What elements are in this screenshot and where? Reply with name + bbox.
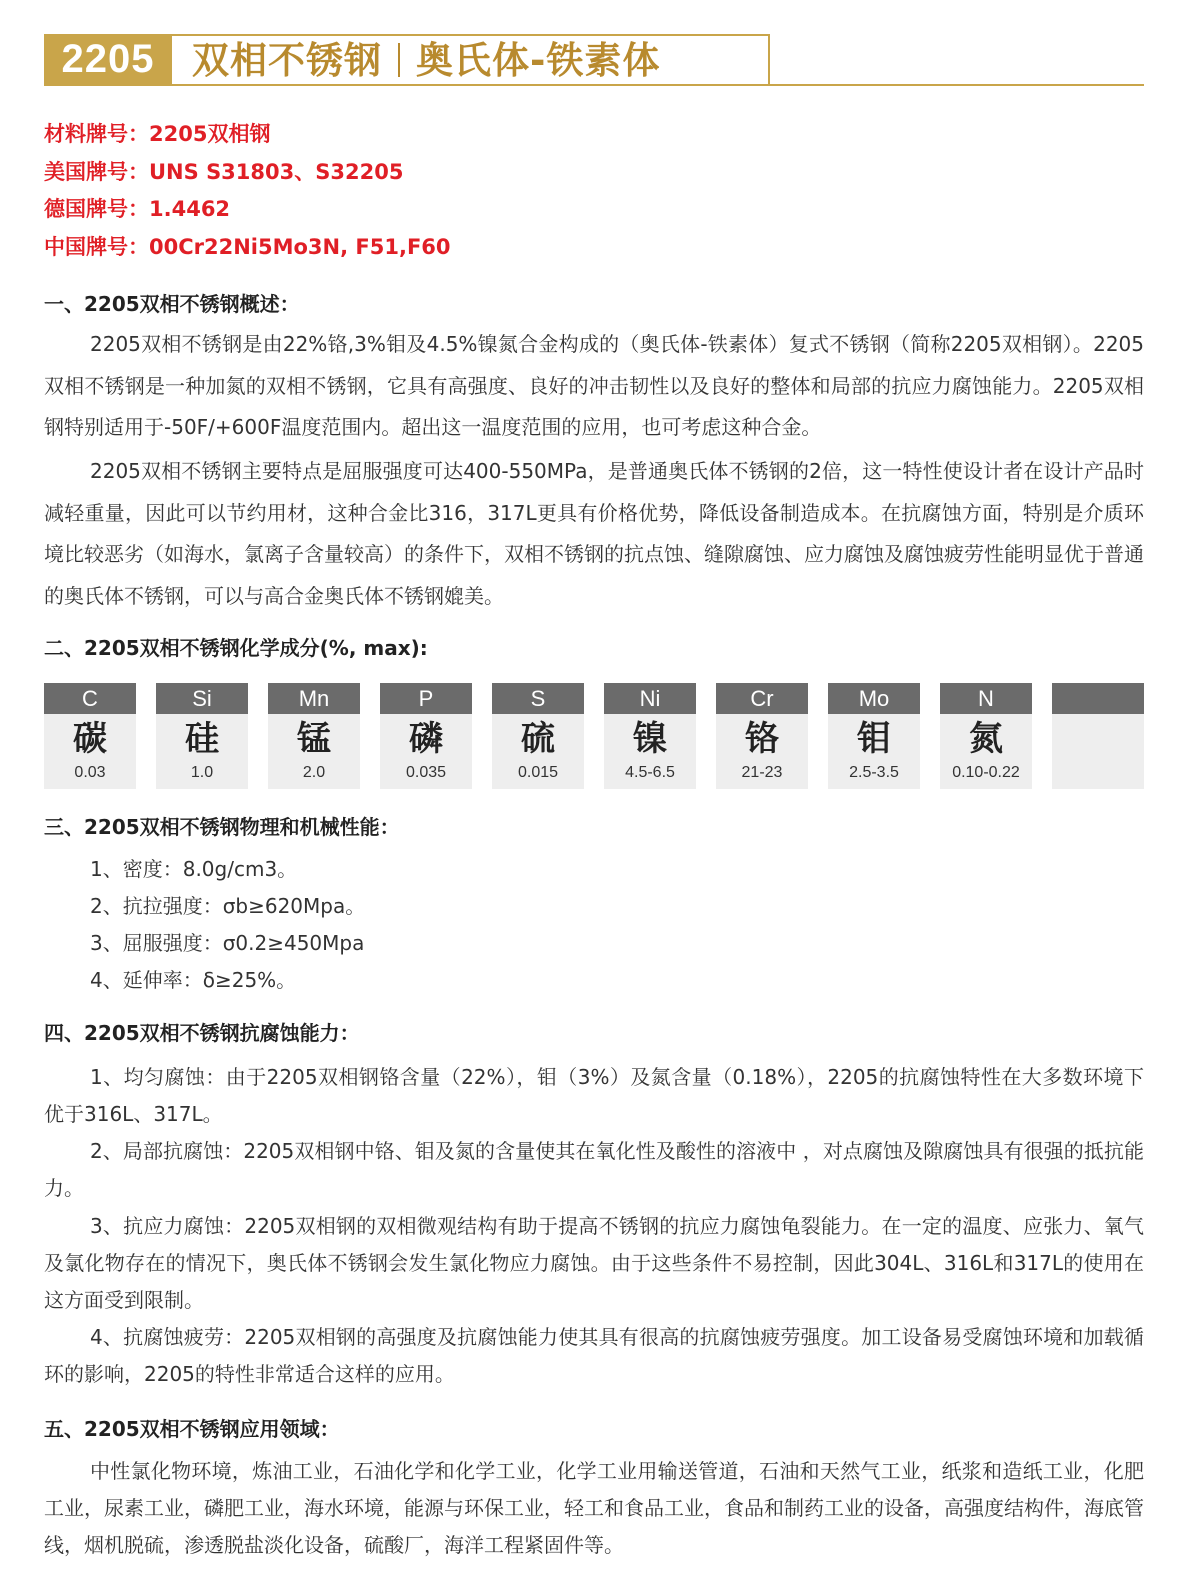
grade-list [44,116,1144,266]
element-cell-n [940,683,1032,789]
header-rule [44,84,1144,86]
element-cell-p [380,683,472,789]
page-header [44,34,1144,88]
element-value: 4.5-6.5 [625,764,675,781]
title-part-2: 奥氏体-铁素体 [416,39,661,82]
property-elongation: 4、延伸率：δ≥25%。 [90,968,297,992]
grade-de: 德国牌号：1.4462 [44,197,231,221]
section-4-heading: 四、2205双相不锈钢抗腐蚀能力： [44,1021,360,1045]
section-1-paragraph-1: 2205双相不锈钢是由22%铬,3%钼及4.5%镍氮合金构成的（奥氏体-铁素体）复式不锈钢（简称2205双相钢）。2205双相不锈钢是一种加氮的双相不锈钢，它具有高强度、良好的冲击韧性以及良好的整体和局部的抗应力腐蚀能力。2205双相钢特别适用于-50F/+600F温度范围内。超出这一温度范围的应用，也可考虑这种合金。 [44,332,1144,439]
corrosion-uniform: 1、均匀腐蚀：由于2205双相钢铬含量（22%），钼（3%）及氮含量（0.18%），2205的抗腐蚀特性在大多数环境下优于316L、317L。 [44,1065,1144,1126]
element-name: 硫 [521,719,555,759]
page-title [192,38,660,84]
element-value: 0.015 [517,764,559,781]
grade-material: 材料牌号：2205双相钢 [44,122,271,146]
element-value: 1.0 [190,764,214,781]
element-symbol-empty [1052,683,1144,714]
element-cell-mn [268,683,360,789]
corrosion-local: 2、局部抗腐蚀：2205双相钢中铬、钼及氮的含量使其在氧化性及酸性的溶液中 ，对点腐蚀及隙腐蚀具有很强的抵抗能力。 [44,1139,1144,1200]
element-symbol: Mn [268,683,360,714]
element-value: 21-23 [741,764,783,781]
element-symbol: Cr [716,683,808,714]
element-name: 镍 [633,719,667,759]
element-cell-mo [828,683,920,789]
element-symbol: Ni [604,683,696,714]
grade-code-badge: 2205 [44,34,172,84]
element-value: 0.035 [405,764,447,781]
element-symbol: Si [156,683,248,714]
application-fields: 中性氯化物环境，炼油工业，石油化学和化学工业，化学工业用输送管道，石油和天然气工业，纸浆和造纸工业，化肥工业，尿素工业，磷肥工业，海水环境，能源与环保工业，轻工和食品工业，食品和制药工业的设备，高强度结构件，海底管线，烟机脱硫，渗透脱盐淡化设备，硫酸厂，海洋工程紧固件等。 [44,1459,1144,1557]
property-density: 1、密度：8.0g/cm3。 [90,857,298,881]
corrosion-stress: 3、抗应力腐蚀：2205双相钢的双相微观结构有助于提高不锈钢的抗应力腐蚀龟裂能力。在一定的温度、应张力、氧气及氯化物存在的情况下，奥氏体不锈钢会发生氯化物应力腐蚀。由于这些条件不易控制，因此304L、316L和317L的使用在这方面受到限制。 [44,1214,1144,1312]
element-cell-c [44,683,136,789]
element-cell-s [492,683,584,789]
property-tensile-strength: 2、抗拉强度：σb≥620Mpa。 [90,894,366,918]
chemical-composition-table [44,683,1144,789]
section-3-heading: 三、2205双相不锈钢物理和机械性能： [44,815,400,839]
element-value: 2.0 [302,764,326,781]
section-1-paragraph-2: 2205双相不锈钢主要特点是屈服强度可达400-550MPa，是普通奥氏体不锈钢的2倍，这一特性使设计者在设计产品时减轻重量，因此可以节约用材，这种合金比316，317L更具有价格优势，降低设备制造成本。在抗腐蚀方面，特别是介质环境比较恶劣（如海水，氯离子含量较高）的条件下，双相不锈钢的抗点蚀、缝隙腐蚀、应力腐蚀及腐蚀疲劳性能明显优于普通的奥氏体不锈钢，可以与高合金奥氏体不锈钢媲美。 [44,459,1144,608]
grade-cn: 中国牌号：00Cr22Ni5Mo3N, F51,F60 [44,234,451,259]
element-symbol: C [44,683,136,714]
element-symbol: Mo [828,683,920,714]
property-yield-strength: 3、屈服强度：σ0.2≥450Mpa [90,931,365,955]
element-value: 0.10-0.22 [952,764,1020,781]
element-symbol: S [492,683,584,714]
title-separator [398,43,400,77]
element-value: 0.03 [74,764,106,781]
element-symbol: N [940,683,1032,714]
element-cell-cr [716,683,808,789]
title-box [172,34,770,84]
element-value: 2.5-3.5 [849,764,899,781]
title-part-1: 双相不锈钢 [192,39,382,82]
element-cell-si [156,683,248,789]
element-symbol: P [380,683,472,714]
grade-us: 美国牌号：UNS S31803、S32205 [44,159,404,184]
section-2-heading: 二、2205双相不锈钢化学成分(%, max): [44,636,428,660]
element-name: 磷 [409,719,443,759]
section-5-heading: 五、2205双相不锈钢应用领域： [44,1417,340,1441]
element-name: 硅 [185,719,219,759]
element-name: 氮 [969,719,1003,759]
corrosion-fatigue: 4、抗腐蚀疲劳：2205双相钢的高强度及抗腐蚀能力使其具有很高的抗腐蚀疲劳强度。加工设备易受腐蚀环境和加载循环的影响，2205的特性非常适合这样的应用。 [44,1325,1144,1386]
element-name: 铬 [745,719,779,759]
element-cell-empty [1052,683,1144,789]
element-cell-ni [604,683,696,789]
element-name: 碳 [73,719,107,759]
section-1-heading: 一、2205双相不锈钢概述： [44,292,300,316]
element-name: 钼 [857,719,891,759]
element-name: 锰 [297,719,331,759]
